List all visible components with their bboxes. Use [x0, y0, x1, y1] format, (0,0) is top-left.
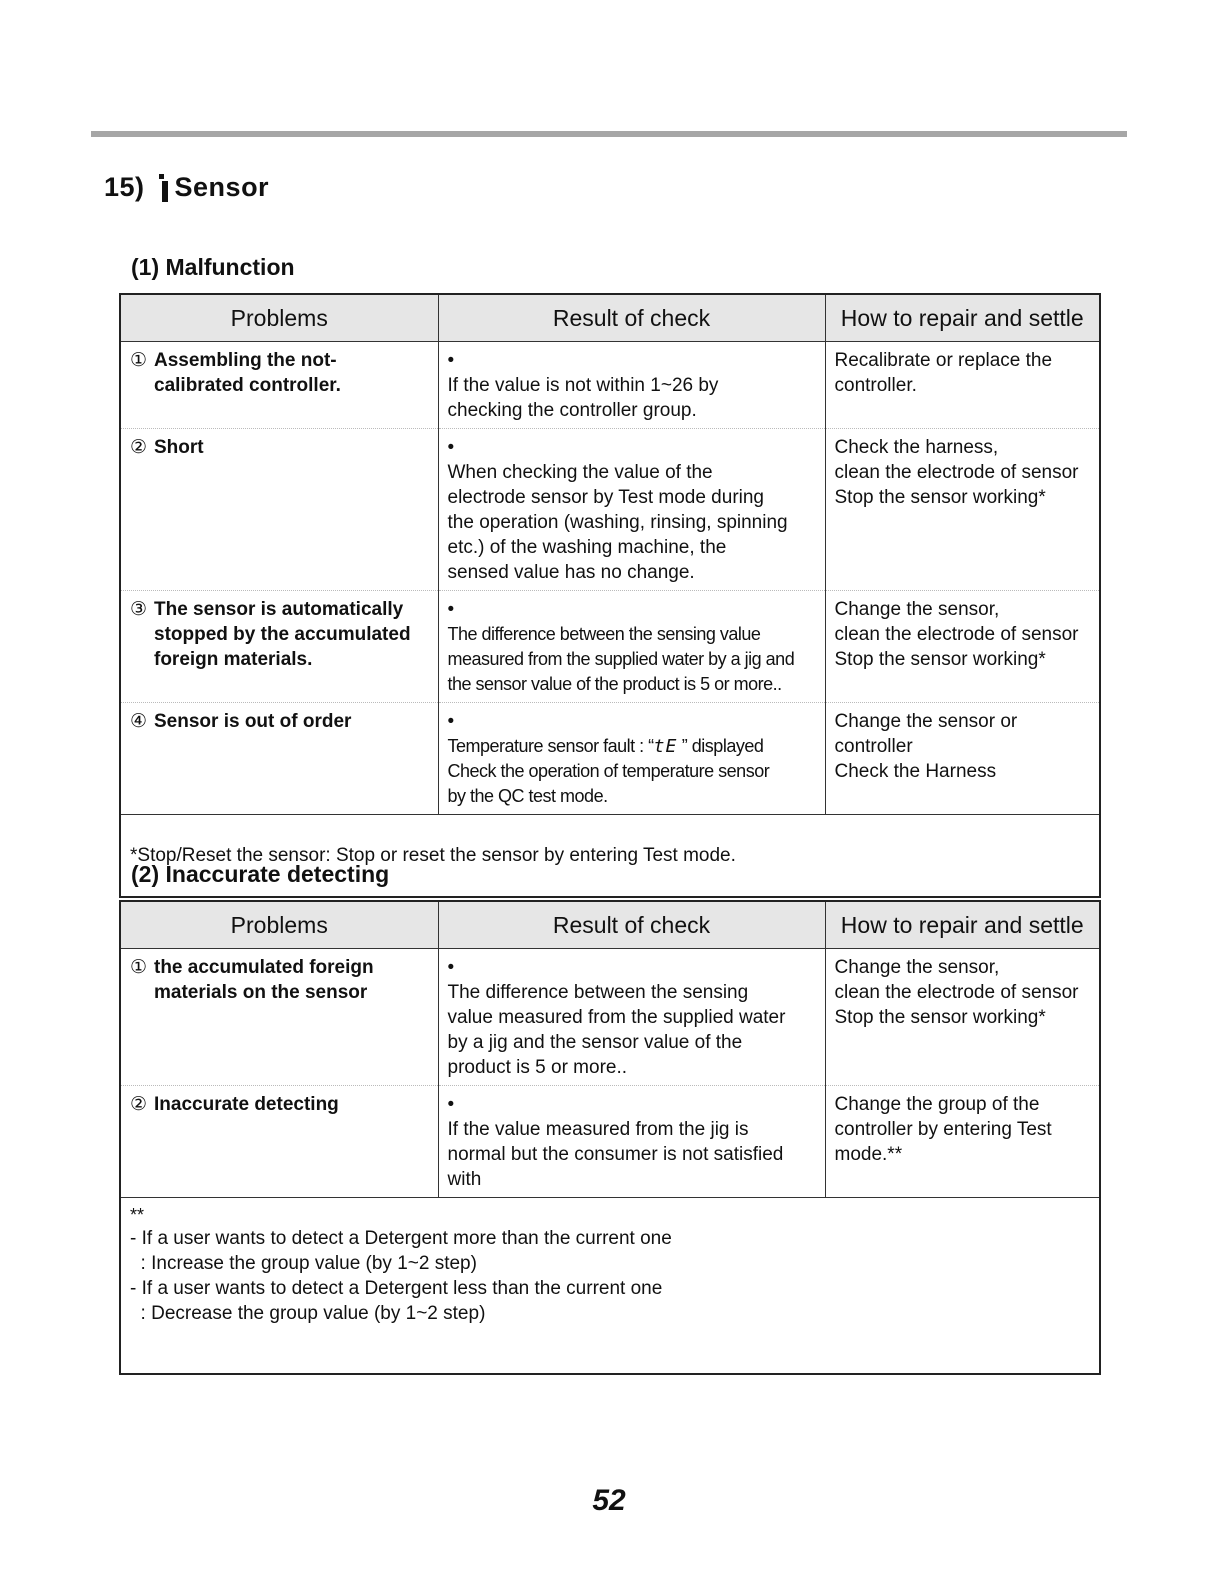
note-row [120, 1198, 1100, 1374]
problem-cell [120, 429, 438, 591]
item-number: ② [130, 437, 148, 458]
inaccurate-table [119, 900, 1101, 1375]
table-row [120, 949, 1100, 1086]
bullet-icon: • [447, 350, 455, 371]
header-problems: Problems [120, 294, 438, 342]
section-title [104, 172, 269, 203]
repair-line: mode.** [834, 1144, 903, 1165]
section-number: 15) [104, 172, 145, 202]
repair-line: Change the sensor or [834, 711, 1018, 732]
item-number: ③ [130, 599, 148, 620]
item-number: ① [130, 350, 148, 371]
note-line: - If a user wants to detect a Detergent more than the current one [130, 1228, 672, 1249]
repair-cell [825, 949, 1100, 1086]
repair-line: Recalibrate or replace the [834, 350, 1053, 371]
result-cell [438, 703, 825, 815]
header-result: Result of check [438, 294, 825, 342]
repair-line: Check the harness, [834, 437, 999, 458]
malfunction-table [119, 293, 1101, 898]
bullet-icon: • [447, 957, 455, 978]
table-header-row [120, 294, 1100, 342]
note-line: ** [130, 1205, 145, 1225]
problem-line: Assembling the not- [154, 350, 337, 371]
result-line: by the QC test mode. [447, 786, 608, 806]
table-row [120, 429, 1100, 591]
problem-line: foreign materials. [154, 649, 313, 670]
section-heading: Sensor [174, 172, 270, 202]
result-cell [438, 949, 825, 1086]
result-line: When checking the value of the [447, 462, 713, 483]
item-number: ① [130, 957, 148, 978]
repair-line: Stop the sensor working* [834, 649, 1046, 670]
bullet-icon: • [447, 437, 455, 458]
result-line: checking the controller group. [447, 400, 697, 421]
result-line: by a jig and the sensor value of the [447, 1032, 743, 1053]
repair-line: controller [834, 736, 913, 757]
result-line: product is 5 or more.. [447, 1057, 628, 1078]
result-line: If the value measured from the jig is [447, 1119, 749, 1140]
problem-line: Short [154, 437, 204, 458]
repair-line: clean the electrode of sensor [834, 624, 1079, 645]
header-repair: How to repair and settle [825, 294, 1100, 342]
repair-cell [825, 342, 1100, 429]
problem-cell [120, 703, 438, 815]
page-number: 52 [592, 1484, 626, 1517]
result-line: Check the operation of temperature sensor [447, 761, 770, 781]
table-header-row [120, 901, 1100, 949]
item-number: ④ [130, 711, 148, 732]
repair-line: Change the sensor, [834, 599, 1000, 620]
table-row [120, 591, 1100, 703]
bullet-icon: • [447, 1094, 455, 1115]
repair-cell [825, 703, 1100, 815]
result-line [448, 734, 808, 759]
result-line: the sensor value of the product is 5 or more.. [447, 674, 782, 694]
problem-line: the accumulated foreign [154, 957, 374, 978]
result-cell [438, 429, 825, 591]
result-line: measured from the supplied water by a jig and [447, 649, 795, 669]
result-line: The difference between the sensing value [447, 624, 761, 644]
problem-line: calibrated controller. [154, 375, 341, 396]
problem-cell [120, 1086, 438, 1198]
repair-line: clean the electrode of sensor [834, 462, 1079, 483]
result-line: with [447, 1169, 482, 1190]
result-line: normal but the consumer is not satisfied [447, 1144, 784, 1165]
problem-line: Inaccurate detecting [154, 1094, 339, 1115]
note-line: : Increase the group value (by 1~2 step) [130, 1253, 477, 1274]
result-line: The difference between the sensing [447, 982, 749, 1003]
malfunction-note: *Stop/Reset the sensor: Stop or reset the sensor by entering Test mode. [120, 815, 1100, 897]
inaccurate-title: (2) Inaccurate detecting [131, 861, 390, 887]
repair-line: controller. [834, 375, 917, 396]
repair-line: Stop the sensor working* [834, 487, 1046, 508]
result-cell [438, 591, 825, 703]
result-suffix: ” displayed [677, 736, 764, 756]
problem-line: Sensor is out of order [154, 711, 352, 732]
problem-cell [120, 591, 438, 703]
repair-line: Check the Harness [834, 761, 997, 782]
table-row [120, 1086, 1100, 1198]
repair-line: Change the sensor, [834, 957, 1000, 978]
repair-line: controller by entering Test [834, 1119, 1052, 1140]
item-number: ② [130, 1094, 148, 1115]
header-rule [91, 131, 1127, 137]
repair-cell [825, 591, 1100, 703]
bullet-icon: • [447, 599, 455, 620]
repair-line: clean the electrode of sensor [834, 982, 1079, 1003]
header-repair: How to repair and settle [825, 901, 1100, 949]
problem-cell [120, 949, 438, 1086]
result-line: electrode sensor by Test mode during [447, 487, 764, 508]
header-result: Result of check [438, 901, 825, 949]
result-line: If the value is not within 1~26 by [447, 375, 719, 396]
bullet-icon: • [447, 711, 455, 732]
malfunction-title: (1) Malfunction [131, 254, 295, 280]
inaccurate-note [120, 1198, 1100, 1374]
repair-line: Stop the sensor working* [834, 1007, 1046, 1028]
result-prefix: Temperature sensor fault : “ [447, 736, 654, 756]
note-line: - If a user wants to detect a Detergent less than the current one [130, 1278, 663, 1299]
result-line: sensed value has no change. [447, 562, 695, 583]
problem-line: materials on the sensor [154, 982, 368, 1003]
result-cell [438, 342, 825, 429]
table-row [120, 703, 1100, 815]
note-line: : Decrease the group value (by 1~2 step) [130, 1303, 486, 1324]
header-problems: Problems [120, 901, 438, 949]
problem-cell [120, 342, 438, 429]
error-code: tE [653, 736, 678, 757]
result-line: etc.) of the washing machine, the [447, 537, 727, 558]
result-line: value measured from the supplied water [447, 1007, 786, 1028]
problem-line: The sensor is automatically [154, 599, 404, 620]
repair-cell [825, 429, 1100, 591]
problem-line: stopped by the accumulated [154, 624, 411, 645]
result-cell [438, 1086, 825, 1198]
repair-line: Change the group of the [834, 1094, 1040, 1115]
result-line: the operation (washing, rinsing, spinning [447, 512, 788, 533]
table-row [120, 342, 1100, 429]
i-sensor-icon [159, 174, 169, 202]
repair-cell [825, 1086, 1100, 1198]
